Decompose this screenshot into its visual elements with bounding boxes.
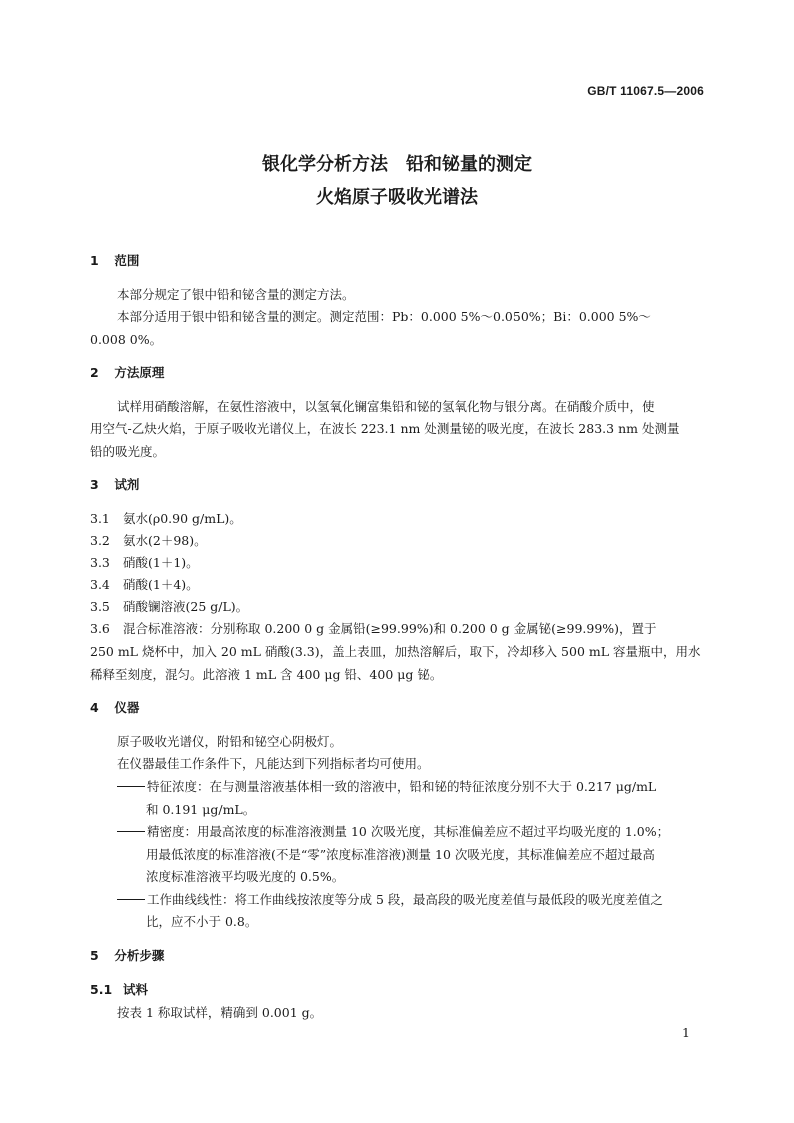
item-number: 3.1 [90,511,110,526]
item-number: 3.6 [90,621,110,636]
standard-code: GB/T 11067.5—2006 [587,84,704,98]
paragraph-continuation: 用空气-乙炔火焰，于原子吸收光谱仪上，在波长 223.1 nm 处测量铋的吸光度，在波长 283.3 nm 处测量 [90,421,680,436]
list-continuation: 比，应不小于 0.8。 [146,914,258,929]
item-text: 氨水(ρ0.90 g/mL)。 [123,511,242,526]
section-title: 分析步骤 [114,948,165,963]
paragraph-continuation: 250 mL 烧杯中，加入 20 mL 硝酸(3.3)，盖上表皿，加热溶解后，取下，冷却移入 500 mL 容量瓶中，用水 [90,644,701,659]
paragraph: 试样用硝酸溶解，在氨性溶液中，以氢氧化镧富集铅和铋的氢氧化物与银分离。在硝酸介质中，使 [117,399,655,414]
section-number: 4 [90,700,99,715]
em-dash [117,786,145,787]
page-number: 1 [682,1025,690,1040]
list-continuation: 用最低浓度的标准溶液(不是“零”浓度标准溶液)测量 10 次吸光度，其标准偏差应不超过最高 [146,847,655,862]
dash-list-item [117,890,663,908]
em-dash [117,831,145,832]
list-text: 工作曲线线性：将工作曲线按浓度等分成 5 段，最高段的吸光度差值与最低段的吸光度差值之 [147,892,663,907]
paragraph: 在仪器最佳工作条件下，凡能达到下列指标者均可使用。 [117,756,430,771]
item-number: 3.5 [90,599,110,614]
em-dash [117,899,145,900]
section-number: 2 [90,365,99,380]
paragraph: 按表 1 称取试样，精确到 0.001 g。 [117,1005,323,1020]
section-3-heading [90,475,139,493]
reagent-item [90,509,242,527]
section-title: 范围 [114,253,140,268]
dash-list-item [117,822,669,840]
document-title-line1: 银化学分析方法 铅和铋量的测定 [262,154,532,175]
paragraph-continuation: 铅的吸光度。 [90,444,166,459]
section-number: 3 [90,477,99,492]
paragraph: 本部分规定了银中铅和铋含量的测定方法。 [117,287,355,302]
item-number: 3.2 [90,533,110,548]
section-number: 1 [90,253,99,268]
item-text: 硝酸(1＋1)。 [123,555,199,570]
section-5-heading [90,946,164,964]
reagent-item [90,531,207,549]
section-4-heading [90,698,139,716]
subsection-title: 试料 [123,982,149,997]
list-text: 精密度：用最高浓度的标准溶液测量 10 次吸光度，其标准偏差应不超过平均吸光度的 1.0%； [147,824,670,839]
document-title-line2: 火焰原子吸收光谱法 [316,187,478,208]
reagent-item [90,619,657,637]
reagent-item [90,597,248,615]
list-continuation: 和 0.191 μg/mL。 [146,802,256,817]
section-1-heading [90,251,139,269]
subsection-number: 5.1 [90,982,113,997]
paragraph: 原子吸收光谱仪，附铅和铋空心阴极灯。 [117,734,343,749]
item-text: 硝酸(1＋4)。 [123,577,199,592]
dash-list-item [117,777,656,795]
subsection-5-1-heading [90,980,148,998]
paragraph-continuation: 稀释至刻度，混匀。此溶液 1 mL 含 400 μg 铅、400 μg 铋。 [90,667,443,682]
item-text: 硝酸镧溶液(25 g/L)。 [123,599,249,614]
section-number: 5 [90,948,99,963]
list-text: 特征浓度：在与测量溶液基体相一致的溶液中，铅和铋的特征浓度分别不大于 0.217 μg/mL [147,779,657,794]
section-2-heading [90,363,164,381]
item-text: 氨水(2＋98)。 [123,533,207,548]
section-title: 方法原理 [114,365,165,380]
item-text: 混合标准溶液：分别称取 0.200 0 g 金属铅(≥99.99%)和 0.200 0 g 金属铋(≥99.99%)，置于 [123,621,657,636]
section-title: 试剂 [114,477,140,492]
list-continuation: 浓度标准溶液平均吸光度的 0.5%。 [146,869,345,884]
section-title: 仪器 [114,700,140,715]
paragraph-continuation: 0.008 0%。 [90,332,163,347]
paragraph: 本部分适用于银中铅和铋含量的测定。测定范围：Pb：0.000 5%～0.050%；Bi：0.000 5%～ [117,309,651,324]
item-number: 3.3 [90,555,110,570]
reagent-item [90,575,199,593]
item-number: 3.4 [90,577,110,592]
reagent-item [90,553,199,571]
